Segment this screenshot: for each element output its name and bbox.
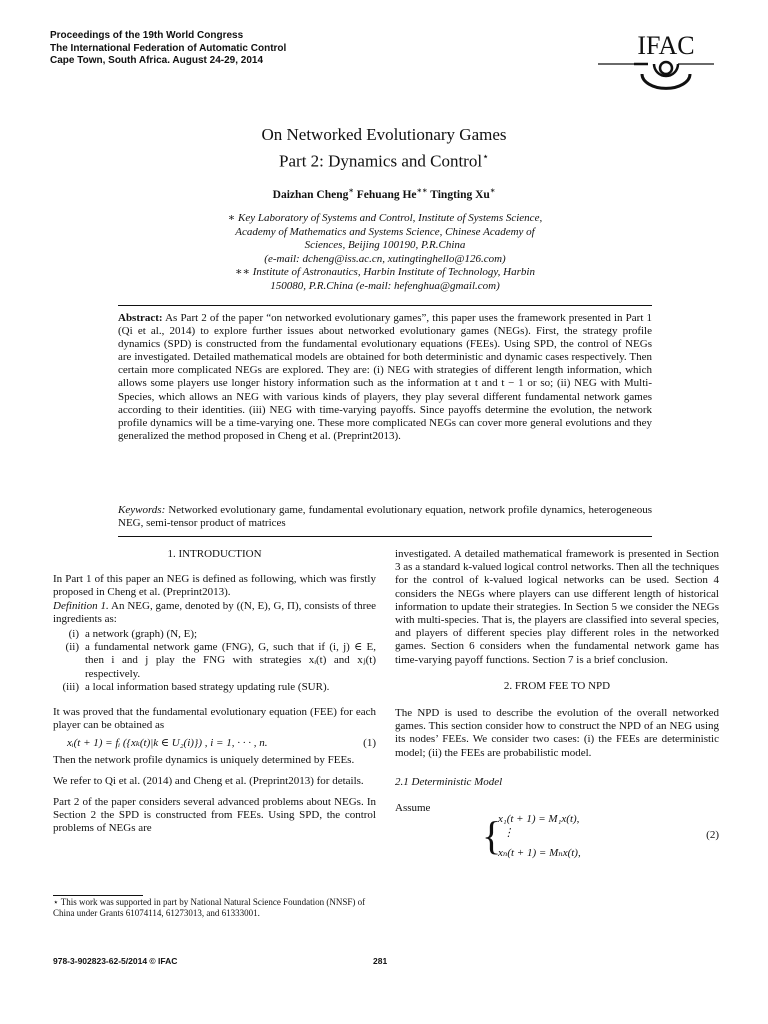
affiliations: ∗ Key Laboratory of Systems and Control, Institute of Systems Science, Academy of Mathematics and Systems Science, Chinese Academy of Sciences, Beijing 100190, P.R.China (e-mail: dcheng@iss.ac.cn, xutingtinghello@126.com) ∗∗ Institute of Astronautics, Harbin Institute of Technology, Harbin 150080, P.R.China (e-mail: hefenghua@gmail.com) — [227, 212, 543, 292]
equation-1: xᵢ(t + 1) = fᵢ ({xₖ(t)|k ∈ U₂(i)}) , i = 1, · · · , n. (1) — [67, 737, 376, 750]
subsection-heading: 2.1 Deterministic Model — [395, 775, 503, 788]
intro-paragraph-1: In Part 1 of this paper an NEG is defined as following, which was firstly proposed in Cheng et al. (Preprint2013). — [53, 573, 376, 599]
keywords — [118, 504, 652, 530]
section-heading-intro: 1. INTRODUCTION — [167, 548, 262, 560]
list-item: (iii) a local information based strategy updating rule (SUR). — [62, 680, 330, 693]
logo-text: IFAC — [637, 31, 695, 60]
intro-paragraph-2: It was proved that the fundamental evolutionary equation (FEE) for each player can be obtained as — [53, 706, 376, 732]
header-line-3: Cape Town, South Africa. August 24-29, 2014 — [50, 55, 264, 66]
abstract-rule-top — [118, 305, 652, 306]
section2-paragraph: The NPD is used to describe the evolution of the overall networked games. This section consider how to construct the NPD of an NEG using its nodes’ FEEs. We consider two cases: (i) the FEEs are deterministic model; (ii) the FEEs are probabilistic model. — [395, 707, 719, 759]
page-number: 281 — [373, 956, 388, 966]
author-3: Tingting Xu — [430, 188, 490, 201]
assume-text: Assume — [395, 802, 431, 815]
abstract-label: Abstract: — [118, 312, 163, 324]
right-column — [395, 548, 719, 865]
definition-1: Definition 1. An NEG, game, denoted by ((N, E), G, Π), consists of three ingredients as: — [53, 599, 376, 625]
left-column — [53, 548, 376, 836]
abstract-text: As Part 2 of the paper “on networked evolutionary games”, this paper uses the framework presented in Part 1 (Qi et al., 2014) to explore further issues about networked evolutionary games (NEGs). First, the strategy profile dynamics (SPD) is constructed from the fundamental evolutionary equations (FEEs). Using SPD, the control of NEGs are investigated. Detailed mathematical models are obtained for both deterministic and dynamic cases respectively. Then certain more complicated NEGs are explored. They are: (i) NEG with strategies of different length information, which allows some players use longer history information such as the information at t and t − 1 or so; (ii) NEG with Multi-Species, which allows an NEG with various kinds of players, they play several different fundamental network games according to their identities. (iii) NEG with time-varying payoffs. Since payoffs determine the evolution, the network profile dynamics will be a time-varying one. These more complicated NEGs can cover more general evolutions and they generalized the method proposed in Cheng et al. (Preprint2013). — [118, 312, 652, 442]
list-item: (i) a network (graph) (N, E); — [68, 628, 198, 641]
keywords-label: Keywords: — [118, 504, 166, 516]
author-list: Daizhan Cheng∗ Fehuang He∗∗ Tingting Xu∗ — [272, 186, 496, 201]
ifac-logo — [596, 24, 716, 104]
footnote-rule — [53, 895, 143, 896]
equation-brace: { — [482, 813, 502, 859]
footnote: ⋆ This work was supported in part by National Natural Science Foundation (NNSF) of China under Grants 61074114, 61273013, and 61333001. — [53, 897, 366, 918]
abstract — [118, 312, 652, 443]
proceedings-header — [50, 30, 286, 68]
header-line-2: The International Federation of Automatic Control — [50, 42, 287, 54]
ingredients-list — [53, 628, 376, 694]
author-2: Fehuang He — [356, 188, 417, 201]
intro-paragraph-3: Then the network profile dynamics is uniquely determined by FEEs. — [53, 753, 355, 766]
list-item: (ii) a fundamental network game (FNG), G, such that if (i, j) ∈ E, then i and j play the FNG with strategies xᵢ(t) and xⱼ(t) respectively. — [65, 641, 376, 680]
footer-isbn: 978-3-902823-62-5/2014 © IFAC — [53, 956, 178, 966]
section-heading-fee-npd: 2. FROM FEE TO NPD — [503, 679, 611, 692]
equation-2: { x₁(t + 1) = M₁x(t), ⋮ xₙ(t + 1) = Mₙx(t), (2) — [482, 813, 719, 860]
intro-continuation: investigated. A detailed mathematical framework is presented in Section 3 as a standard k-valued logical control networks. Then all the techniques for the control of k-valued logical networks can be used. Section 4 considers the NEGs where players can use different length of historical information to update their strategies. In Section 5 we consider the NEGs with multi-species. That is, the players are classified into several species, and players of different species play different roles in the networked games. Section 6 considers when the fundamental network game has time-varying payoff functions. Section 7 is a brief conclusion. — [395, 548, 719, 666]
intro-paragraph-4: We refer to Qi et al. (2014) and Cheng et al. (Preprint2013) for details. — [53, 774, 364, 787]
title-line-2: Part 2: Dynamics and Control⋆ — [279, 151, 489, 171]
intro-paragraph-5: Part 2 of the paper considers several advanced problems about NEGs. In Section 2 the SPD is constructed from FEEs. Using SPD, the control problems of NEGs are — [53, 796, 376, 835]
paper-title — [0, 123, 768, 173]
title-line-1: On Networked Evolutionary Games — [261, 125, 507, 144]
author-1: Daizhan Cheng — [272, 188, 349, 201]
keywords-text: Networked evolutionary game, fundamental evolutionary equation, network profile dynamics, heterogeneous NEG, semi-tensor product of matrices — [118, 504, 653, 530]
title-star: ⋆ — [482, 151, 489, 163]
abstract-rule-bottom — [118, 536, 652, 537]
header-line-1: Proceedings of the 19th World Congress — [50, 30, 244, 41]
